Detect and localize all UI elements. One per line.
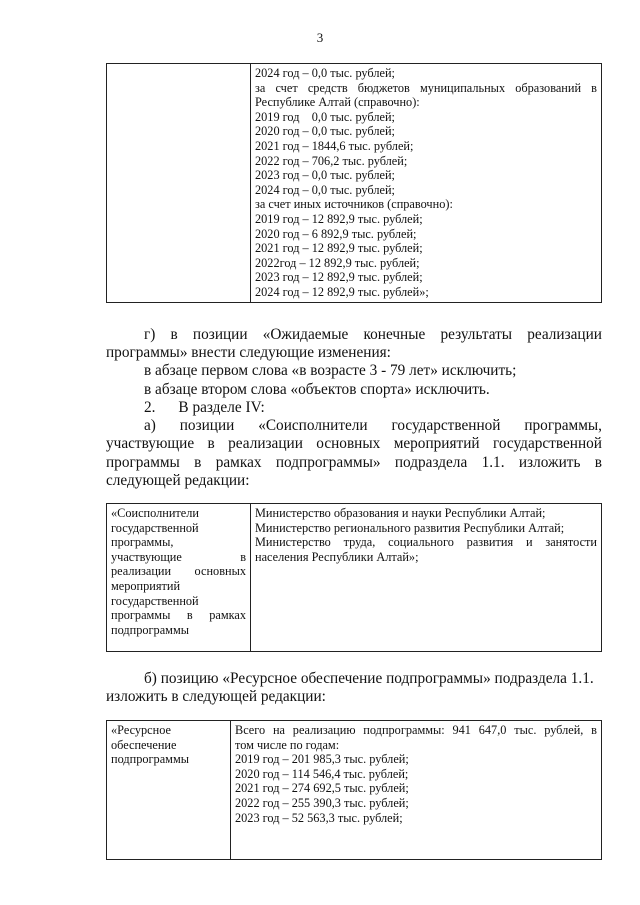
table1-line: 2024 год – 0,0 тыс. рублей;: [255, 66, 395, 80]
table2-left-line: подпрограммы: [111, 622, 189, 637]
paragraph-g-item2: в абзаце втором слова «объектов спорта» исключить.: [144, 380, 490, 398]
table1-line: Республике Алтай (справочно):: [255, 95, 420, 110]
section-2-line3: программы в рамках подпрограммы» подраздела 1.1. изложить в: [106, 453, 602, 471]
table3-left-line: «Ресурсное: [111, 723, 171, 737]
table2-left-line: реализации основных: [111, 564, 246, 579]
table3-right-line: 2021 год – 274 692,5 тыс. рублей;: [235, 781, 409, 796]
section-2-line4: следующей редакции:: [106, 471, 250, 489]
table1-left-cell: [107, 64, 251, 303]
table1-line: 2019 год – 12 892,9 тыс. рублей;: [255, 211, 423, 226]
paragraph-g: [106, 326, 602, 399]
table1-line: 2022 год – 706,2 тыс. рублей;: [255, 153, 408, 168]
section-2-line1: а) позиции «Соисполнители государственной программы,: [144, 417, 602, 435]
table1-line: 2021 год – 1844,6 тыс. рублей;: [255, 138, 414, 153]
paragraph-g-line2: программы» внести следующие изменения:: [106, 344, 391, 362]
table2-left-line: участвующие в: [111, 549, 246, 564]
table3-right-line: 2022 год – 255 390,3 тыс. рублей;: [235, 795, 409, 810]
table1-line: за счет иных источников (справочно):: [255, 197, 453, 212]
table2-left-line: программы,: [111, 535, 174, 550]
table3-left-line: подпрограммы: [111, 752, 189, 767]
table2-left-cell: [107, 504, 251, 652]
table2-right-line: Министерство труда, социального развития и занятости: [255, 535, 597, 550]
table1-line: за счет средств бюджетов муниципальных образований в: [255, 80, 597, 95]
table1-line: 2024 год – 12 892,9 тыс. рублей»;: [255, 284, 429, 299]
table3-right-line: том числе по годам:: [235, 737, 340, 752]
page-number: 3: [316, 30, 324, 45]
table3-right-line: 2023 год – 52 563,3 тыс. рублей;: [235, 810, 403, 825]
table1-right-cell: [251, 64, 602, 303]
table3-right-line: 2019 год – 201 985,3 тыс. рублей;: [235, 752, 409, 767]
table1-line: 2023 год – 12 892,9 тыс. рублей;: [255, 270, 423, 285]
section-2-line2: участвующие в реализации основных мероприятий государственной: [106, 435, 602, 453]
table2-right-line: населения Республики Алтай»;: [255, 549, 419, 564]
section-2-heading: 2. В разделе IV:: [144, 399, 265, 416]
paragraph-g-line1: г) в позиции «Ожидаемые конечные результаты реализации: [144, 326, 602, 343]
table1-line: 2023 год – 0,0 тыс. рублей;: [255, 168, 395, 183]
funding-table-continuation: [106, 63, 602, 303]
resource-table: [106, 720, 602, 860]
table1-line: 2024 год – 0,0 тыс. рублей;: [255, 182, 395, 197]
paragraph-b-line2: изложить в следующей редакции:: [106, 688, 326, 706]
table2-left-line: государственной: [111, 593, 199, 608]
table2-right-line: Министерство образования и науки Республики Алтай;: [255, 506, 546, 520]
table3-left-cell: [107, 721, 231, 860]
paragraph-g-item1: в абзаце первом слова «в возрасте 3 - 79 лет» исключить;: [144, 362, 517, 380]
co-executors-table: [106, 503, 602, 652]
table1-line: 2020 год – 6 892,9 тыс. рублей;: [255, 226, 417, 241]
table2-left-line: программы в рамках: [111, 608, 246, 623]
table2-right-cell: [251, 504, 602, 652]
table2-left-line: «Соисполнители: [111, 506, 199, 520]
table1-line: 2019 год 0,0 тыс. рублей;: [255, 109, 395, 124]
paragraph-b-line1: б) позицию «Ресурсное обеспечение подпрограммы» подраздела 1.1.: [144, 670, 594, 687]
table1-line: 2020 год – 0,0 тыс. рублей;: [255, 124, 395, 139]
paragraph-b: [106, 670, 602, 706]
table3-right-line: Всего на реализацию подпрограммы: 941 647,0 тыс. рублей, в: [235, 723, 597, 737]
table1-line: 2022год – 12 892,9 тыс. рублей;: [255, 255, 420, 270]
table2-left-line: государственной: [111, 520, 199, 535]
section-2: [106, 399, 602, 490]
table1-line: 2021 год – 12 892,9 тыс. рублей;: [255, 241, 423, 256]
table2-left-line: мероприятий: [111, 578, 181, 593]
table3-right-cell: [231, 721, 602, 860]
table3-left-line: обеспечение: [111, 737, 177, 752]
table2-right-line: Министерство регионального развития Республики Алтай;: [255, 520, 565, 535]
table3-right-line: 2020 год – 114 546,4 тыс. рублей;: [235, 766, 409, 781]
